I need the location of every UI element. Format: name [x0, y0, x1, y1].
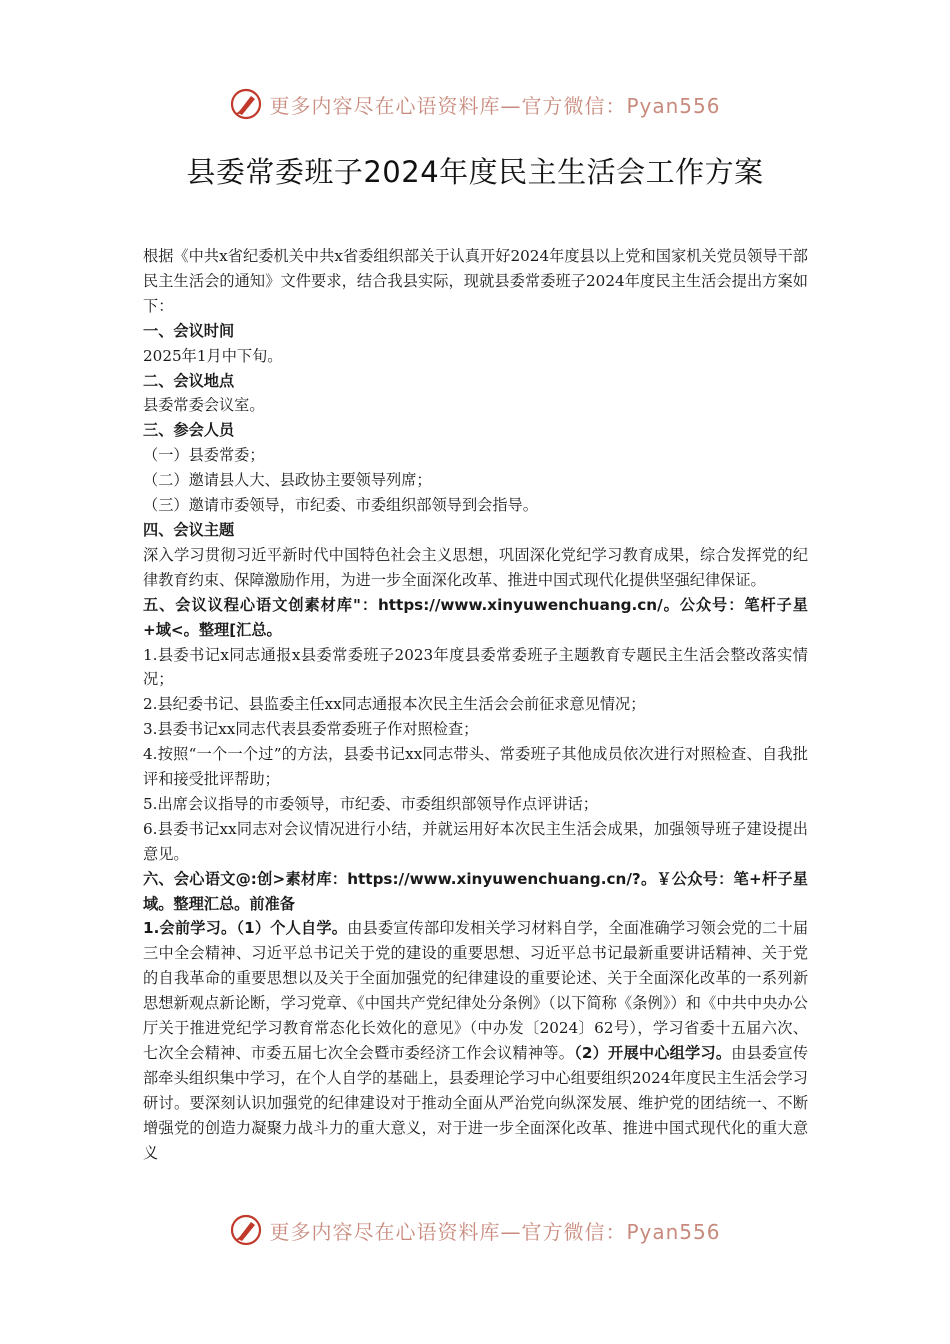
- list-item: （二）邀请县人大、县政协主要领导列席；: [143, 471, 432, 490]
- section-text: 县委常委会议室。: [143, 396, 265, 415]
- paragraph-lead: 1.会前学习。（1）个人自学。: [143, 919, 348, 938]
- section-heading: 二、会议地点: [143, 371, 235, 390]
- section-text: 深入学习贯彻习近平新时代中国特色社会主义思想，巩固深化党纪学习教育成果，综合发挥党的纪律教育约束、保障激励作用，为进一步全面深化改革、推进中国式现代化提供坚强纪律保证。: [143, 545, 808, 589]
- pen-nib-circle-logo-icon: [229, 1213, 263, 1247]
- paragraph-lead: （2）开展中心组学习。: [574, 1044, 732, 1062]
- document-title: 县委常委班子2024年度民主生活会工作方案: [186, 155, 764, 189]
- pen-nib-circle-logo-icon: [229, 87, 263, 121]
- list-item: （三）邀请市委领导，市纪委、市委组织部领导到会指导。: [143, 496, 538, 515]
- section-heading: 五、会议议程心语文创素材库"：https://www.xinyuwenchuang.cn/。公众号：笔杆子星+域<。整理[汇总。: [143, 595, 808, 639]
- section-heading: 四、会议主题: [143, 520, 235, 539]
- watermark-banner-bottom: [0, 1208, 950, 1252]
- list-item: 1.县委书记x同志通报x县委常委班子2023年度县委常委班子主题教育专题民主生活会整改落实情况；: [143, 645, 808, 689]
- document-body: [143, 244, 808, 1166]
- section-heading: 三、参会人员: [143, 421, 235, 440]
- list-item: 4.按照“一个一个过”的方法，县委书记xx同志带头、常委班子其他成员依次进行对照检查、自我批评和接受批评帮助；: [143, 745, 808, 789]
- watermark-banner-top: [0, 82, 950, 126]
- paragraph-text: 由县委宣传部印发相关学习材料自学，全面准确学习领会党的二十届三中全会精神、习近平总书记关于党的建设的重要思想、习近平总书记最新重要讲话精神、关于党的自我革命的重要思想以及关于全面加强党的纪律建设的重要论述、关于全面深化改革的一系列新思想新观点新论断，学习党章、《中国共产党纪律处分条例》（以下简称《条例》）和《中共中央办公厅关于推进党纪学习教育常态化长效化的意见》（中办发〔2024〕62号），学习省委十五届六次、七次全会精神、市委五届七次全会暨市委经济工作会议精神等。: [143, 919, 809, 1062]
- section-heading: 一、会议时间: [143, 321, 235, 340]
- intro-paragraph: 根据《中共x省纪委机关中共x省委组织部关于认真开好2024年度县以上党和国家机关党员领导干部民主生活会的通知》文件要求，结合我县实际，现就县委常委班子2024年度民主生活会提出方案如下：: [143, 247, 808, 315]
- list-item: 6.县委书记xx同志对会议情况进行小结，并就运用好本次民主生活会成果，加强领导班子建设提出意见。: [143, 819, 808, 863]
- paragraph-text: 由县委宣传部牵头组织集中学习，在个人自学的基础上，县委理论学习中心组要组织2024年度民主生活会学习研讨。要深刻认识加强党的纪律建设对于推动全面从严治党向纵深发展、维护党的团结统一、不断增强党的创造力凝聚力战斗力的重大意义，对于进一步全面深化改革、推进中国式现代化的重大意义: [143, 1044, 809, 1162]
- list-item: 5.出席会议指导的市委领导，市纪委、市委组织部领导作点评讲话；: [143, 794, 598, 813]
- section-heading: 六、会心语文@:创>素材库：https://www.xinyuwenchuang.cn/?。￥公众号：笔+杆子星域。整理汇总。前准备: [143, 869, 808, 913]
- watermark-text: 更多内容尽在心语资料库—官方微信：Pyan556: [269, 93, 721, 118]
- section-paragraph: [143, 916, 808, 1165]
- watermark-text: 更多内容尽在心语资料库—官方微信：Pyan556: [269, 1219, 721, 1244]
- list-item: （一）县委常委；: [143, 446, 265, 465]
- list-item: 3.县委书记xx同志代表县委常委班子作对照检查；: [143, 720, 479, 739]
- section-text: 2025年1月中下旬。: [143, 346, 283, 365]
- list-item: 2.县纪委书记、县监委主任xx同志通报本次民主生活会会前征求意见情况；: [143, 695, 646, 714]
